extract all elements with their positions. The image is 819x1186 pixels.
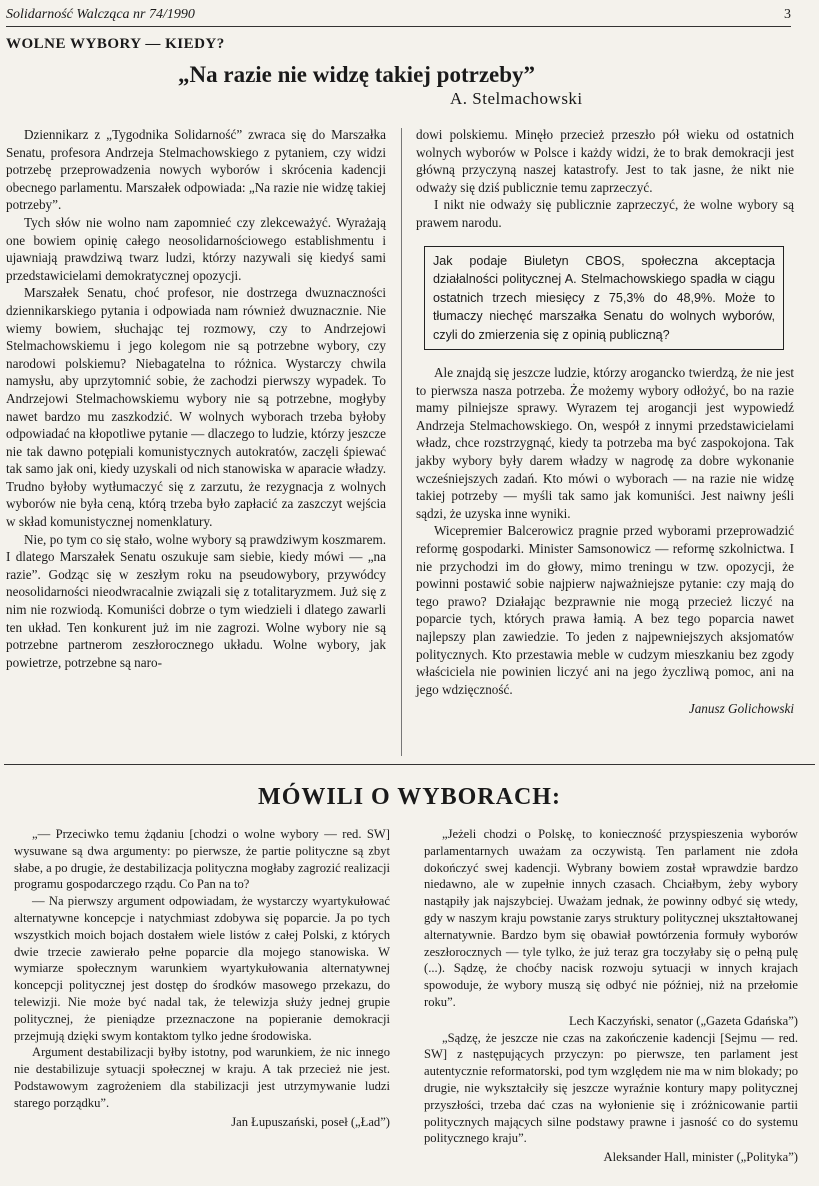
section-title: WOLNE WYBORY — KIEDY?	[6, 36, 225, 52]
quote-paragraph: „Jeżeli chodzi o Polskę, to konieczność przyspieszenia wyborów parlamentarnych uważam za oczywistą. Ten parlament nie zdoła dokończyć swej kadencji. Wybrany bowiem został wprawdzie bardzo niedawno, ale w zupełnie innych czasach. Chciałbym, żeby wybory nastąpiły jak najszybciej. Uważam jednak, że powinny odbyć się wtedy, gdy w naszym kraju powstanie zarys struktury politycznej ukształtowanej alternatywnie. Bardzo bym się obawiał powtórzenia formuły wyborów zeszłorocznych — tyle tylko, że już teraz gra toczyłaby się o pełną pulę (...). Sądzę, że choćby nacisk rozwoju sytuacji w innych krajach spowoduje, że wybory muszą się odbyć nie później, niż na przełomie roku”.	[424, 827, 798, 1009]
quote-signature: Jan Łupuszański, poseł („Ład”)	[231, 1114, 390, 1129]
paragraph: Nie, po tym co się stało, wolne wybory są prawdziwym koszmarem. I dlatego Marszałek Senatu oszukuje sam siebie, kiedy mówi — „na razie”. Godząc się w zeszłym roku na pseudowybory, przywódcy neosolidarności nieodwracalnie związali się z totalitaryzmem. Już się z nim nie rozwiodą. Komuniści dobrze o tym wiedzieli i dlatego zawarli ten układ. Ten konkurent już im nie zagrozi. Wolne wybory nie są potrzebne partnerom zeszłorocznego układu. Wolne wybory, jak powietrze, potrzebne są naro-	[6, 531, 386, 670]
page-number: 3	[784, 7, 791, 22]
quotes-column-right	[424, 826, 798, 1166]
quote-signature: Lech Kaczyński, senator („Gazeta Gdańska”)	[568, 1013, 798, 1028]
article-byline: A. Stelmachowski	[450, 89, 583, 108]
paragraph: Ale znajdą się jeszcze ludzie, którzy arogancko twierdzą, że nie jest to pierwsza nasza potrzeba. Że możemy wybory odłożyć, bo na razie mamy pilniejsze sprawy. Wyrazem tej arogancji jest wypowiedź Andrzeja Stelmachowskiego. On, wespół z innymi przedstawicielami władz, chce rozstrzygnąć, kiedy ta potrzeba ma być zaspokojona. Tak jakby wybory były darem władzy w nagrodę za dobre wykonanie wcześniejszych zadań. Kto mówi o wyborach — na razie nie widzę takiej potrzeby — myśli tak samo jak komuniści. Jest naiwny jeśli sądzi, że uzyska inne wyniki.	[416, 365, 794, 521]
quotes-column-left	[14, 826, 390, 1130]
article-signature: Janusz Golichowski	[688, 701, 794, 717]
paragraph: Dziennikarz z „Tygodnika Solidarność” zwraca się do Marszałka Senatu, profesora Andrzeja Stelmachowskiego z pytaniem, czy widzi potrzebę przeprowadzenia nowych wyborów i skrócenia kadencji obecnego parlamentu. Marszałek odpowiada: „Na razie nie widzę takiej potrzeby”.	[6, 127, 386, 213]
quote-signature: Aleksander Hall, minister („Polityka”)	[603, 1150, 798, 1165]
quote-paragraph: — Na pierwszy argument odpowiadam, że wystarczy wyartykułować alternatywne koncepcje i natychmiast zdobywa się poparcie. Ja po tych wszystkich moich bojach dostałem wiele listów z całej Polski, z których dwie trzecie zawierało pełne poparcie dla mojego stanowiska. W wymiarze społecznym warunkiem wyartykułowania alternatywnej koncepcji politycznej jest dostęp do środków masowego przekazu, do telewizji. Nie może być nadal tak, że telewizja służy jednej grupie politycznej, że pieniądze przeznaczone na popieranie demokracji przejmują dzięki swym kontaktom tylko jedne środowiska.	[14, 894, 390, 1043]
section-divider	[4, 764, 815, 765]
quote-paragraph: „Sądzę, że jeszcze nie czas na zakończenie kadencji [Sejmu — red. SW] z następujących przyczyn: po pierwsze, ten parlament jest autentycznie reformatorski, pod tym względem nie ma w nim blokady; po drugie, nie wykształciły się jeszcze wyraźnie kontury mapy politycznej przyszłości, trzeba dać czas na wyłonienie się i zróżnicowanie partii politycznych mających silne podstawy prawne i jasność co do systemu politycznego kraju”.	[424, 1030, 798, 1146]
column-divider	[401, 128, 402, 756]
quote-paragraph: Argument destabilizacji byłby istotny, pod warunkiem, że nic innego nie destabilizuje sytuacji społecznej w kraju. A tak przecież nie jest. Podstawowym zagrożeniem dla stabilizacji jest utrzymywanie ludzi starego porządku”.	[14, 1045, 390, 1110]
quote-paragraph: „— Przeciwko temu żądaniu [chodzi o wolne wybory — red. SW] wysuwane są dwa argumenty: po pierwsze, że partie polityczne są zbyt słabe, a po drugie, że destabilizacja polityczna mogłaby zagrozić realizacji programu gospodarczego rządu. Co Pan na to?	[14, 827, 390, 892]
article-column-right	[416, 126, 794, 718]
publication-name: Solidarność Walcząca nr 74/1990	[6, 7, 195, 22]
article-column-left	[6, 126, 386, 671]
paragraph: Wicepremier Balcerowicz pragnie przed wyborami przeprowadzić reformę gospodarki. Minister Samsonowicz — reformę szkolnictwa. I nie przychodzi im do głowy, mimo treningu w tzw. opozycji, że powinni postawić sobie najpierw najważniejsze pytanie: czy mają do tego prawo? Działając bezprawnie nie mogą przecież liczyć na poparcie tych, których prawa łamią. A bez tego poparcia nawet najlepszy plan zawiedzie. To jeden z najpewniejszych aksjomatów politycznych. Kto przestawia meble w cudzym mieszkaniu bez zgody właściciela nie powinien liczyć ani na jego życzliwą pomoc, ani na jego wdzięczność.	[416, 523, 794, 697]
paragraph: Tych słów nie wolno nam zapomnieć czy zlekceważyć. Wyrażają one bowiem opinię całego neosolidarnościowego establishmentu i ujawniają prawdziwą twarz ludzi, którzy nazywali się kiedyś sami przedstawicielami demokratycznej opozycji.	[6, 214, 386, 283]
article-headline: „Na razie nie widzę takiej potrzeby”	[178, 62, 536, 87]
paragraph: Marszałek Senatu, choć profesor, nie dostrzega dwuznaczności dziennikarskiego pytania i odpowiada nam również dwuznacznie. Nie wiemy bowiem, słuchając tej rozmowy, czy to Andrzejowi Stelmachowskiemu i jego kolegom nie są potrzebne wybory, czy narodowi polskiemu? Niebagatelna to różnica. Wystarczy chwila namysłu, aby uprzytomnić sobie, że zachodzi pierwszy wypadek. To Andrzejowi Stelmachowskiemu wybory nie są potrzebne, mogłyby nawet bardzo mu zaszkodzić. W wolnych wyborach trzeba byłoby odpowiadać na kłopotliwe pytanie — dlaczego to ludzie, którzy jeszcze nie tak dawno potępiali komunistycznych autokratów, zaczęli śpiewać tak samo jak oni, kiedy uzyskali od nich stanowiska w aparacie władzy. Trudno byłoby wytłumaczyć się z zarzutu, że rezygnacja z wolnych wyborów nie była ceną, którą trzeba było zapłacić za zaszczyt wejścia w skład komunistycznej nomenklatury.	[6, 285, 386, 530]
mowili-title: MÓWILI O WYBORACH:	[258, 784, 561, 810]
page-header	[6, 4, 791, 27]
cbos-info-box: Jak podaje Biuletyn CBOS, społeczna akceptacja działalności politycznej A. Stelmachowskiego spadła w ciągu ostatnich trzech miesięcy z 75,3% do 48,9%. Może to tłumaczy niechęć marszałka Senatu do wolnych wyborów, czyli do zmierzenia się z opinią publiczną?	[424, 246, 784, 351]
paragraph: I nikt nie odważy się publicznie zaprzeczyć, że wolne wybory są prawem narodu.	[416, 197, 794, 230]
paragraph: dowi polskiemu. Minęło przecież przeszło pół wieku od ostatnich wolnych wyborów w Polsce i każdy widzi, że to brak demokracji jest główną przyczyną naszej katastrofy. Jest to tak jasne, że nikt nie odważy się dziś publicznie temu zaprzeczyć.	[416, 127, 794, 195]
